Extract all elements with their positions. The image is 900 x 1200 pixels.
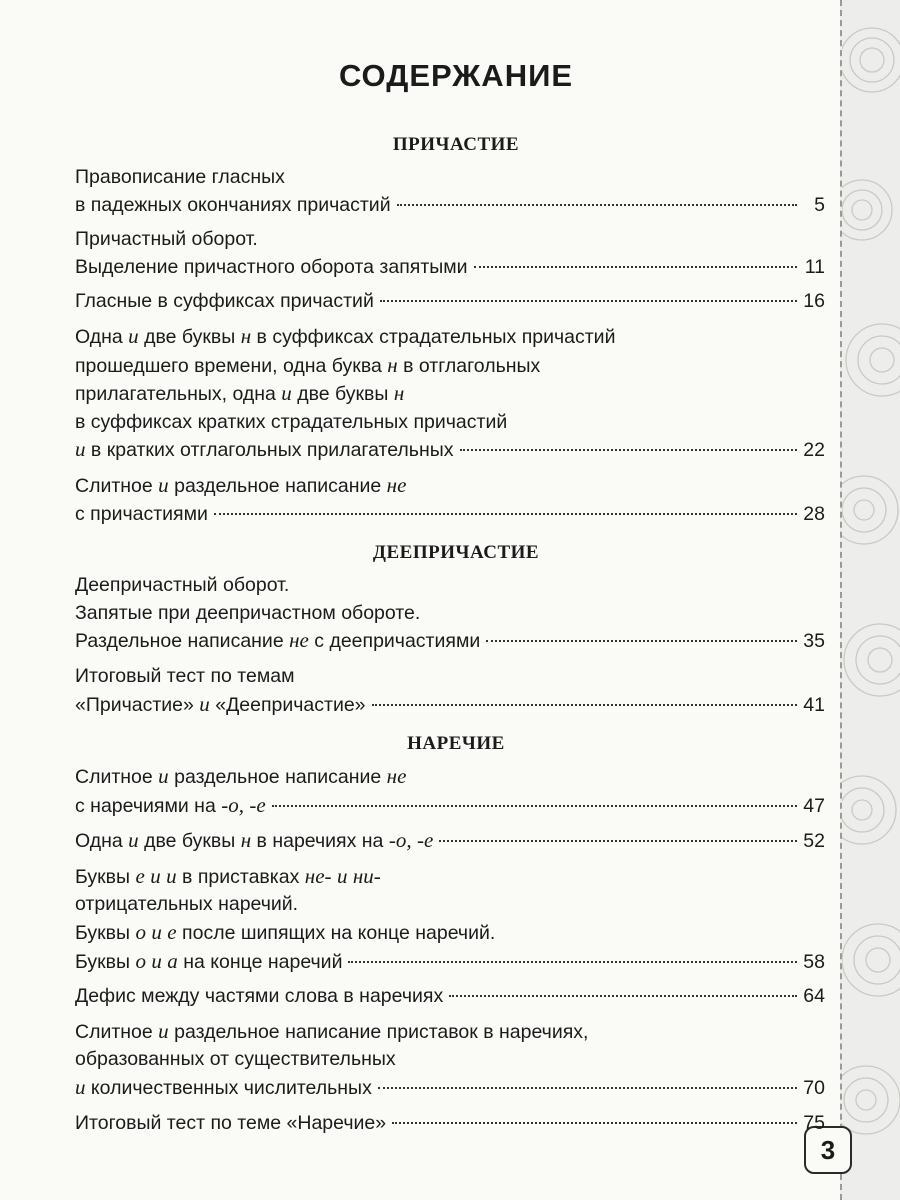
toc-entry-text: Одна и две буквы н в наречиях на -о, -е	[75, 828, 434, 853]
toc-page-number: 35	[803, 630, 825, 653]
toc-entry-text: Буквы о и а на конце наречий	[75, 948, 343, 973]
dot-leader	[460, 449, 798, 451]
decorative-margin	[840, 0, 900, 1200]
toc-entry-text: в падежных окончаниях причастий	[75, 193, 391, 216]
toc-entry-line: Слитное и раздельное написание не	[75, 472, 407, 497]
section-heading: НАРЕЧИЕ	[407, 733, 505, 755]
toc-entry[interactable]	[75, 983, 825, 1011]
toc-entry[interactable]	[75, 863, 825, 976]
toc-entry-text: с наречиями на -о, -е	[75, 792, 266, 817]
toc-entry-last-line	[75, 827, 825, 856]
swirl-pattern-icon	[842, 0, 900, 1200]
toc-entry[interactable]	[75, 164, 825, 219]
toc-entry[interactable]	[75, 226, 825, 281]
toc-entry-last-line	[75, 792, 825, 821]
toc-page-number: 5	[814, 193, 825, 216]
toc-entry-text: и количественных числительных	[75, 1075, 372, 1100]
toc-entry-last-line	[75, 436, 825, 465]
toc-entry-last-line	[75, 1074, 825, 1103]
toc-entry[interactable]	[75, 323, 825, 465]
toc-entry[interactable]	[75, 763, 825, 820]
dot-leader	[449, 995, 797, 997]
section-heading: ПРИЧАСТИЕ	[392, 134, 520, 155]
toc-entry-last-line	[75, 983, 825, 1011]
toc-page-number: 28	[803, 502, 825, 525]
toc-entry-line: Правописание гласных	[75, 166, 285, 188]
toc-entry-last-line	[75, 254, 825, 282]
page-number: 3	[804, 1126, 852, 1174]
dot-leader	[214, 513, 797, 515]
toc-entry-last-line	[75, 948, 825, 977]
toc-sections	[75, 134, 825, 1137]
toc-entry-line: Запятые при деепричастном обороте.	[75, 601, 421, 624]
toc-entry[interactable]	[75, 288, 825, 316]
toc-entry-last-line	[75, 501, 825, 529]
toc-page-number: 58	[803, 950, 825, 973]
dot-leader	[378, 1087, 797, 1089]
dot-leader	[272, 805, 797, 807]
toc-entry[interactable]	[75, 663, 825, 719]
toc-entry[interactable]	[75, 572, 825, 656]
toc-entry-text: Выделение причастного оборота запятыми	[75, 255, 468, 278]
dot-leader	[397, 204, 797, 206]
toc-page-number: 47	[803, 794, 825, 817]
toc-entry-line: прошедшего времени, одна буква н в отглагольных	[75, 352, 541, 377]
toc-entry-last-line	[75, 288, 825, 316]
toc-entry-text: «Причастие» и «Деепричастие»	[75, 691, 366, 716]
toc-entry-line: Итоговый тест по темам	[75, 664, 295, 687]
toc-entry-last-line	[75, 691, 825, 720]
toc-entry[interactable]	[75, 827, 825, 856]
toc-page-number: 41	[803, 693, 825, 716]
toc-entry[interactable]	[75, 1110, 825, 1138]
toc-page-number: 52	[803, 830, 825, 853]
toc-page-number: 22	[803, 439, 825, 462]
toc-entry-line: Деепричастный оборот.	[75, 574, 290, 597]
toc-entry-line: в суффиксах кратких страдательных причастий	[75, 410, 508, 433]
toc-entry-text: Гласные в суффиксах причастий	[75, 290, 374, 313]
toc-page-number: 64	[803, 985, 825, 1008]
toc-entry-text: Дефис между частями слова в наречиях	[75, 985, 444, 1008]
toc-page-number: 16	[803, 290, 825, 313]
toc-page-number: 75	[803, 1111, 825, 1134]
toc-page-number: 70	[803, 1077, 825, 1100]
toc-entry-line: Слитное и раздельное написание приставок в наречиях,	[75, 1018, 589, 1043]
page-title: СОДЕРЖАНИЕ	[338, 58, 574, 93]
toc-entry-text: Итоговый тест по теме «Наречие»	[75, 1111, 387, 1134]
toc-entry-text: и в кратких отглагольных прилагательных	[75, 437, 454, 462]
toc-page-number: 11	[804, 255, 825, 278]
toc-entry-last-line	[75, 627, 825, 656]
toc-entry-line: прилагательных, одна и две буквы н	[75, 381, 405, 406]
dot-leader	[372, 704, 797, 706]
dot-leader	[392, 1122, 797, 1124]
dot-leader	[486, 640, 797, 642]
dot-leader	[380, 300, 797, 302]
dot-leader	[439, 840, 797, 842]
table-of-contents	[75, 58, 825, 1144]
toc-entry-line: образованных от существительных	[75, 1048, 396, 1071]
toc-entry-last-line	[75, 1110, 825, 1138]
toc-entry-line: Одна и две буквы н в суффиксах страдательных причастий	[75, 323, 616, 348]
dot-leader	[474, 266, 797, 268]
toc-entry-line: Буквы о и е после шипящих на конце наречий.	[75, 920, 496, 945]
toc-entry-last-line	[75, 192, 825, 220]
toc-entry-line: Слитное и раздельное написание не	[75, 764, 407, 789]
toc-entry-line: отрицательных наречий.	[75, 893, 299, 916]
dot-leader	[348, 961, 797, 963]
section-heading: ДЕЕПРИЧАСТИЕ	[372, 542, 540, 564]
toc-entry-text: Раздельное написание не с деепричастиями	[75, 628, 481, 653]
toc-entry-line: Причастный оборот.	[75, 228, 258, 251]
toc-entry[interactable]	[75, 1018, 825, 1103]
toc-entry-line: Буквы е и и в приставках не- и ни-	[75, 863, 381, 888]
toc-entry-text: с причастиями	[75, 502, 208, 525]
toc-entry[interactable]	[75, 472, 825, 528]
